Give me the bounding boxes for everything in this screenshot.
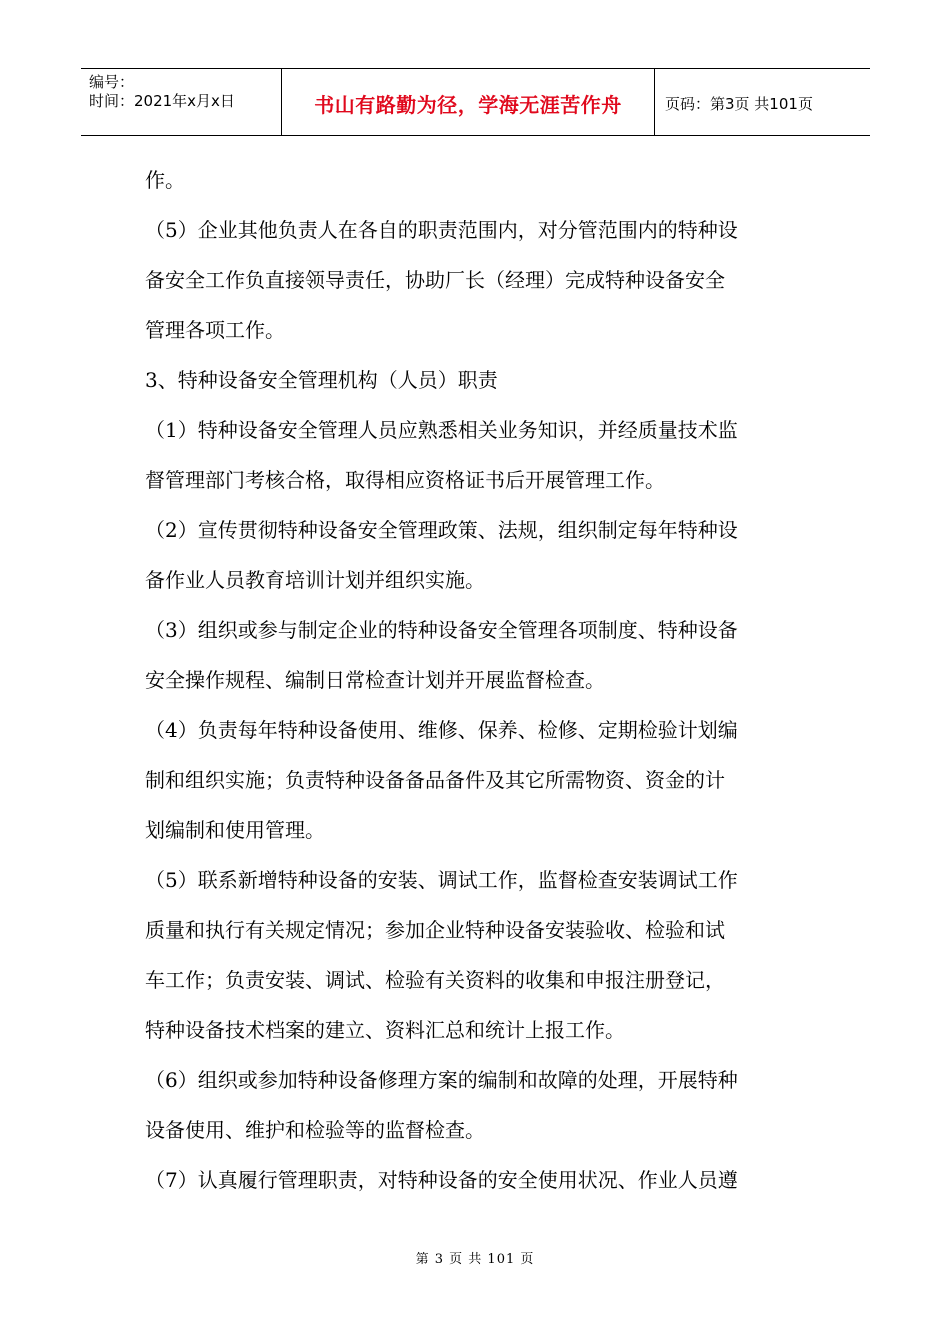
body-line: （5）联系新增特种设备的安装、调试工作，监督检查安装调试工作: [145, 868, 738, 892]
body-line: （5）企业其他负责人在各自的职责范围内，对分管范围内的特种设: [145, 218, 738, 242]
body-line: （7）认真履行管理职责，对特种设备的安全使用状况、作业人员遵: [145, 1168, 738, 1192]
body-line: （2）宣传贯彻特种设备安全管理政策、法规，组织制定每年特种设: [145, 518, 738, 542]
header-meta: [81, 69, 282, 135]
body-line: 督管理部门考核合格，取得相应资格证书后开展管理工作。: [145, 468, 665, 492]
number-label: 编号：: [89, 73, 135, 91]
body-line: 作。: [145, 168, 185, 192]
body-line: 特种设备技术档案的建立、资料汇总和统计上报工作。: [145, 1018, 625, 1042]
section-heading: 3、特种设备安全管理机构（人员）职责: [145, 368, 498, 392]
body-line: 备作业人员教育培训计划并组织实施。: [145, 568, 485, 592]
body-line: 安全操作规程、编制日常检查计划并开展监督检查。: [145, 668, 605, 692]
body-line: （4）负责每年特种设备使用、维修、保养、检修、定期检验计划编: [145, 718, 738, 742]
header-page-info: 页码：第3页 共101页: [665, 94, 813, 113]
body-line: 划编制和使用管理。: [145, 818, 325, 842]
body-line: （3）组织或参与制定企业的特种设备安全管理各项制度、特种设备: [145, 618, 738, 642]
date-label: 时间：2021年x月x日: [89, 92, 235, 110]
body-line: 车工作；负责安装、调试、检验有关资料的收集和申报注册登记，: [145, 968, 725, 992]
body-line: 备安全工作负直接领导责任，协助厂长（经理）完成特种设备安全: [145, 268, 725, 292]
page-header: [81, 68, 870, 136]
body-line: 制和组织实施；负责特种设备备品备件及其它所需物资、资金的计: [145, 768, 725, 792]
document-body: [145, 155, 805, 1205]
body-line: 设备使用、维护和检验等的监督检查。: [145, 1118, 485, 1142]
body-line: （1）特种设备安全管理人员应熟悉相关业务知识，并经质量技术监: [145, 418, 738, 442]
body-line: 管理各项工作。: [145, 318, 285, 342]
body-line: 质量和执行有关规定情况；参加企业特种设备安装验收、检验和试: [145, 918, 725, 942]
header-motto: 书山有路勤为径，学海无涯苦作舟: [282, 69, 655, 135]
body-line: （6）组织或参加特种设备修理方案的编制和故障的处理，开展特种: [145, 1068, 738, 1092]
page-footer: 第 3 页 共 101 页: [415, 1252, 535, 1267]
